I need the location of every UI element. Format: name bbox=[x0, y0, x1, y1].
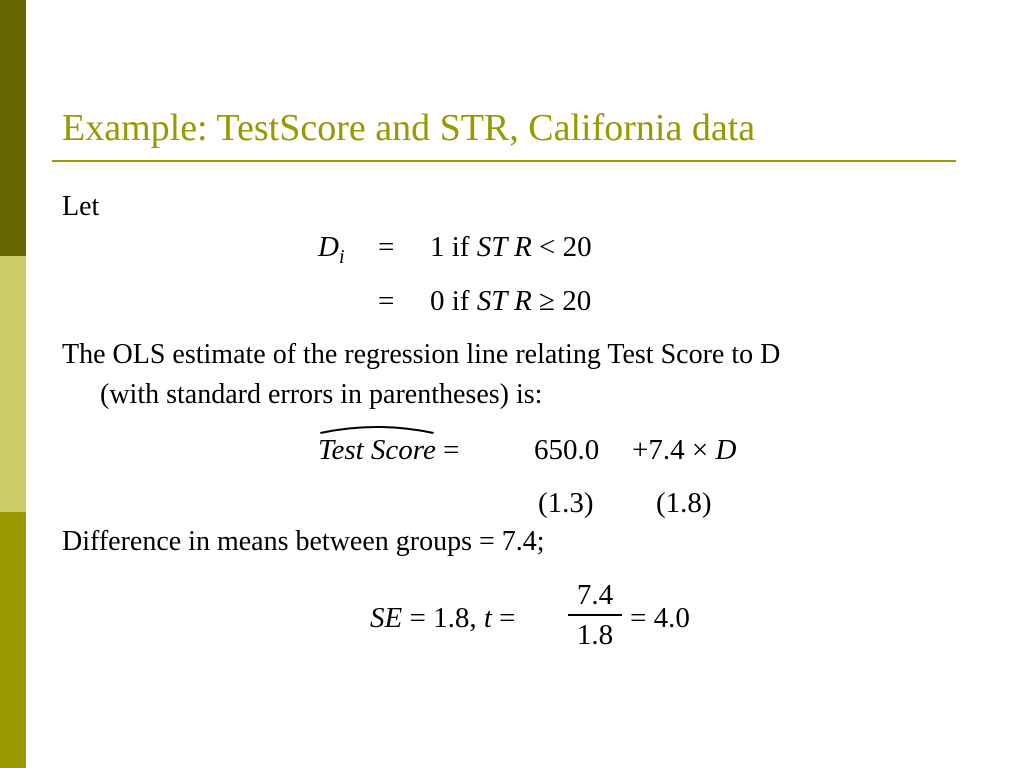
ols-line-2: (with standard errors in parentheses) is: bbox=[100, 379, 543, 410]
sidebar-decoration bbox=[0, 0, 26, 768]
eq1-condition bbox=[430, 230, 592, 264]
eq1-equals: = bbox=[378, 231, 395, 263]
dummy-lhs bbox=[318, 230, 345, 267]
fraction-numerator: 7.4 bbox=[576, 579, 614, 611]
test-score-hat bbox=[318, 433, 436, 467]
slide-title: Example: TestScore and STR, California data bbox=[62, 107, 756, 149]
eq2-op: ≥ 20 bbox=[531, 285, 592, 317]
se-slope: (1.8) bbox=[656, 487, 712, 519]
regression-intercept: 650.0 bbox=[534, 434, 600, 466]
eq2-prefix: 0 if bbox=[430, 285, 477, 317]
t-var: t bbox=[483, 602, 492, 634]
sidebar-bar-bottom bbox=[0, 512, 26, 768]
regression-lhs bbox=[318, 433, 460, 467]
dummy-var: D bbox=[318, 231, 339, 263]
eq1-prefix: 1 if bbox=[430, 231, 477, 263]
t-equals: = bbox=[491, 602, 516, 634]
slope-var: D bbox=[715, 434, 737, 466]
se-rest: = 1.8, bbox=[402, 602, 484, 634]
t-result: = 4.0 bbox=[630, 602, 690, 634]
fraction-denominator: 1.8 bbox=[576, 619, 614, 651]
eq2-condition bbox=[430, 284, 591, 318]
sidebar-bar-middle bbox=[0, 256, 26, 512]
se-intercept: (1.3) bbox=[538, 487, 594, 519]
eq2-var: ST R bbox=[476, 285, 532, 317]
se-t-formula bbox=[370, 601, 516, 635]
regression-equals: = bbox=[443, 434, 460, 466]
let-text: Let bbox=[62, 191, 100, 222]
sidebar-bar-top bbox=[0, 0, 26, 256]
eq1-var: ST R bbox=[476, 231, 532, 263]
ols-line-1: The OLS estimate of the regression line relating Test Score to D bbox=[62, 339, 781, 370]
eq2-equals: = bbox=[378, 285, 395, 317]
regression-lhs-text: Test Score bbox=[318, 434, 436, 466]
hat-accent bbox=[318, 421, 436, 435]
title-underline bbox=[52, 160, 956, 162]
slope-term: +7.4 × bbox=[632, 434, 716, 466]
t-fraction bbox=[568, 578, 622, 652]
eq1-op: < 20 bbox=[531, 231, 592, 263]
fraction-bar bbox=[568, 614, 622, 616]
dummy-subscript: i bbox=[338, 246, 345, 268]
regression-slope bbox=[632, 433, 736, 467]
se-var: SE bbox=[370, 602, 403, 634]
difference-text: Difference in means between groups = 7.4; bbox=[62, 526, 545, 557]
